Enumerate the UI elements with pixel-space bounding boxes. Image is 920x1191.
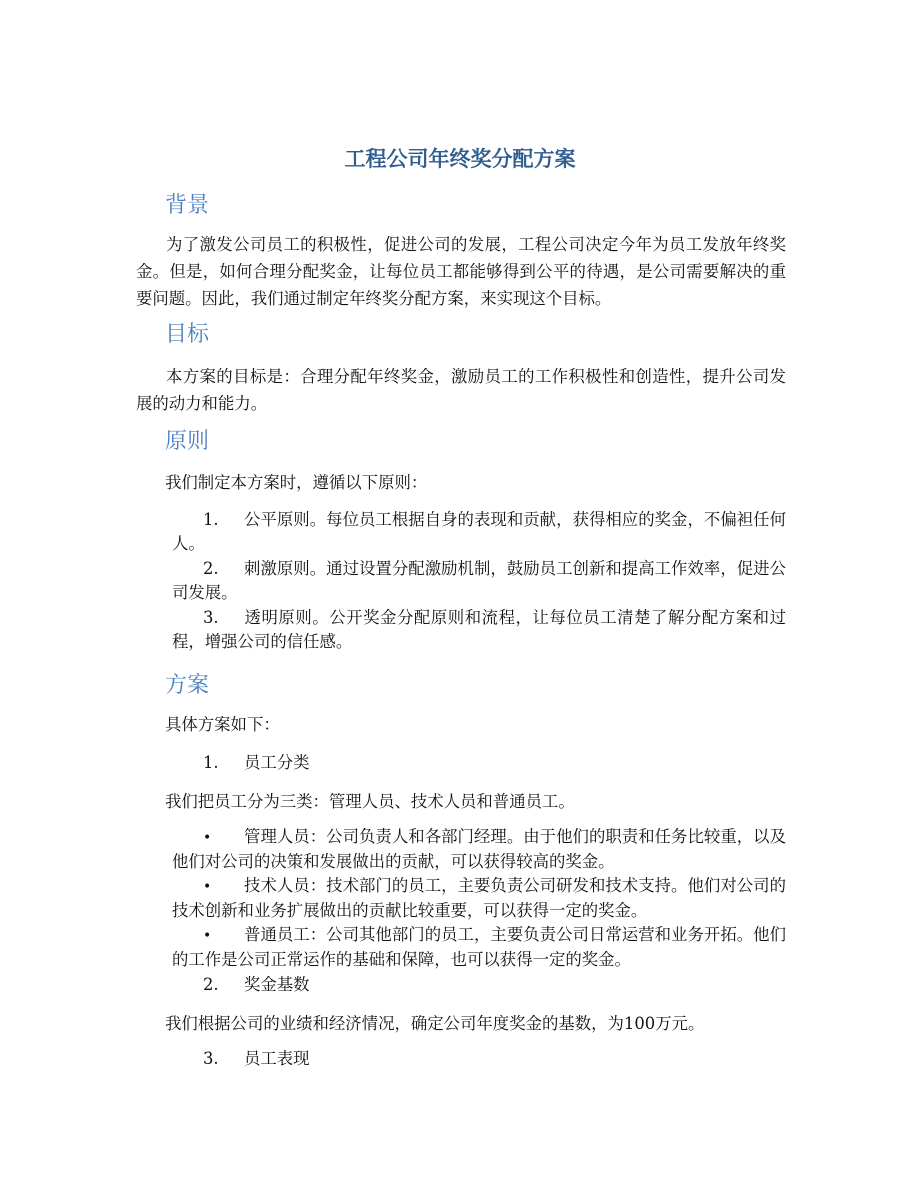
heading-goal: 目标 xyxy=(165,322,210,347)
bullet-text: 管理人员：公司负责人和各部门经理。由于他们的职责和任务比较重，以及他们对公司的决策和发展做出的贡献，可以获得较高的奖金。 xyxy=(172,827,786,871)
bullet-text: 普通员工：公司其他部门的员工，主要负责公司日常运营和业务开拓。他们的工作是公司正常运作的基础和保障，也可以获得一定的奖金。 xyxy=(172,925,786,969)
plan-step xyxy=(172,751,786,775)
heading-principles: 原则 xyxy=(165,429,210,454)
document-title: 工程公司年终奖分配方案 xyxy=(344,147,576,171)
bullet-marker: • xyxy=(203,928,212,944)
plan-step xyxy=(172,1047,786,1071)
paragraph-goal: 本方案的目标是：合理分配年终奖金，激励员工的工作积极性和创造性，提升公司发展的动力和能力。 xyxy=(136,367,786,413)
principles-intro: 我们制定本方案时，遵循以下原则： xyxy=(165,473,428,492)
heading-plan: 方案 xyxy=(165,673,210,698)
list-number: 2. xyxy=(203,975,219,994)
bullet-item xyxy=(172,874,786,923)
list-number: 1. xyxy=(203,753,219,772)
bullet-marker: • xyxy=(203,830,212,846)
bullet-item xyxy=(172,825,786,874)
heading-background: 背景 xyxy=(165,193,210,218)
list-number: 3. xyxy=(203,1049,219,1068)
bullet-marker: • xyxy=(203,879,212,895)
plan-step2-description: 我们根据公司的业绩和经济情况，确定公司年度奖金的基数，为100万元。 xyxy=(165,1014,705,1033)
plan-step1-description: 我们把员工分为三类：管理人员、技术人员和普通员工。 xyxy=(165,792,575,811)
list-number: 2. xyxy=(203,559,219,578)
plan-step xyxy=(172,973,786,997)
plan-step-text: 奖金基数 xyxy=(244,975,310,994)
plan-step-text: 员工表现 xyxy=(244,1049,310,1068)
plan-step-text: 员工分类 xyxy=(244,753,310,772)
plan-intro: 具体方案如下： xyxy=(165,715,280,734)
principle-text: 公平原则。每位员工根据自身的表现和贡献，获得相应的奖金，不偏袒任何人。 xyxy=(172,510,786,553)
principle-text: 透明原则。公开奖金分配原则和流程，让每位员工清楚了解分配方案和过程，增强公司的信任感。 xyxy=(172,608,786,651)
principle-item xyxy=(172,508,786,556)
principle-item xyxy=(172,606,786,654)
paragraph-background: 为了激发公司员工的积极性，促进公司的发展，工程公司决定今年为员工发放年终奖金。但是，如何合理分配奖金，让每位员工都能够得到公平的待遇，是公司需要解决的重要问题。因此，我们通过制定年终奖分配方案，来实现这个目标。 xyxy=(136,235,786,308)
bullet-text: 技术人员：技术部门的员工，主要负责公司研发和技术支持。他们对公司的技术创新和业务扩展做出的贡献比较重要，可以获得一定的奖金。 xyxy=(172,876,786,920)
principle-item xyxy=(172,557,786,605)
list-number: 3. xyxy=(203,608,219,627)
list-number: 1. xyxy=(203,510,219,529)
bullet-item xyxy=(172,923,786,972)
principle-text: 刺激原则。通过设置分配激励机制，鼓励员工创新和提高工作效率，促进公司发展。 xyxy=(172,559,786,602)
